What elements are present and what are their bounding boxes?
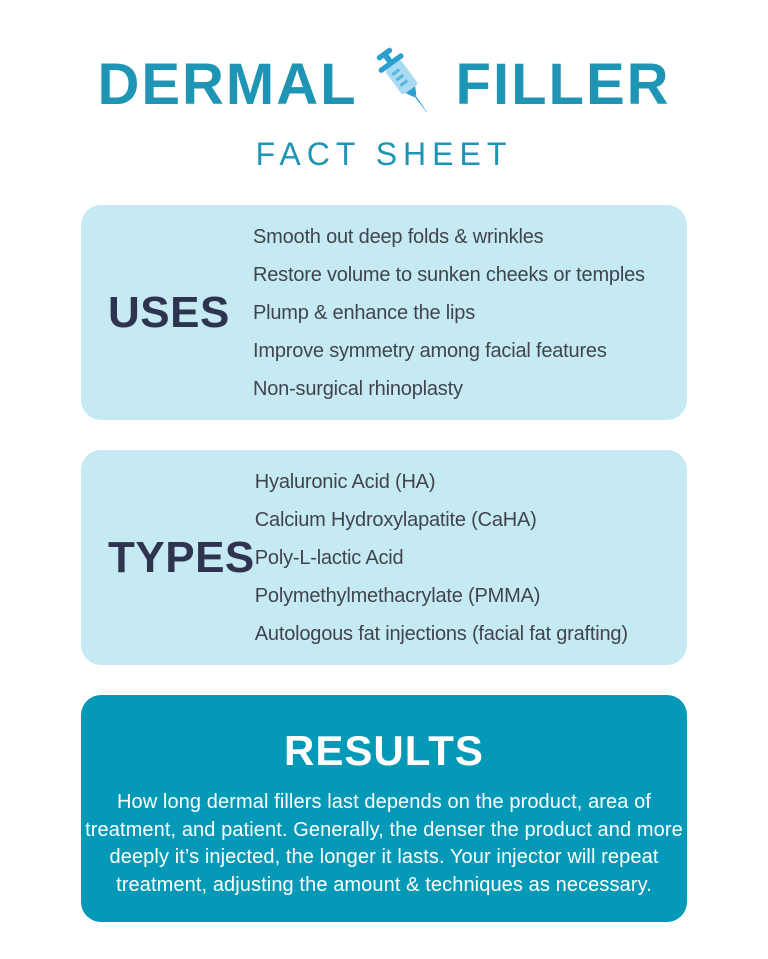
results-body-line: deeply it’s injected, the longer it lasts. Your injector will repeat bbox=[109, 846, 659, 868]
types-list-item: Poly-L-lactic Acid bbox=[254, 546, 404, 569]
results-card bbox=[81, 695, 687, 922]
types-list bbox=[255, 463, 687, 653]
uses-card bbox=[81, 205, 687, 420]
results-body-line: How long dermal fillers last depends on the product, area of bbox=[116, 791, 652, 813]
results-body bbox=[81, 789, 687, 899]
syringe-icon bbox=[372, 42, 442, 128]
results-body-line: treatment, and patient. Generally, the denser the product and more bbox=[85, 818, 683, 841]
types-list-item: Hyaluronic Acid (HA) bbox=[254, 470, 436, 493]
types-heading: TYPES bbox=[108, 532, 255, 582]
uses-list bbox=[253, 218, 687, 408]
uses-list-item: Improve symmetry among facial features bbox=[253, 339, 607, 362]
title-word-filler: FILLER bbox=[455, 52, 671, 117]
results-heading: RESULTS bbox=[284, 727, 484, 774]
results-body-line: treatment, adjusting the amount & techniques as necessary. bbox=[116, 873, 652, 896]
page-title bbox=[0, 0, 768, 128]
types-list-item: Calcium Hydroxylapatite (CaHA) bbox=[254, 508, 537, 531]
types-list-item: Polymethylmethacrylate (PMMA) bbox=[254, 584, 541, 607]
header bbox=[0, 0, 768, 170]
subtitle: FACT SHEET bbox=[255, 136, 513, 172]
uses-list-item: Plump & enhance the lips bbox=[253, 301, 476, 324]
uses-heading: USES bbox=[108, 287, 230, 337]
uses-list-item: Non-surgical rhinoplasty bbox=[253, 377, 463, 400]
types-list-item: Autologous fat injections (facial fat grafting) bbox=[254, 622, 628, 645]
types-card bbox=[81, 450, 687, 665]
uses-list-item: Restore volume to sunken cheeks or temples bbox=[253, 263, 645, 286]
uses-list-item: Smooth out deep folds & wrinkles bbox=[253, 225, 544, 248]
title-word-dermal: DERMAL bbox=[97, 52, 358, 117]
